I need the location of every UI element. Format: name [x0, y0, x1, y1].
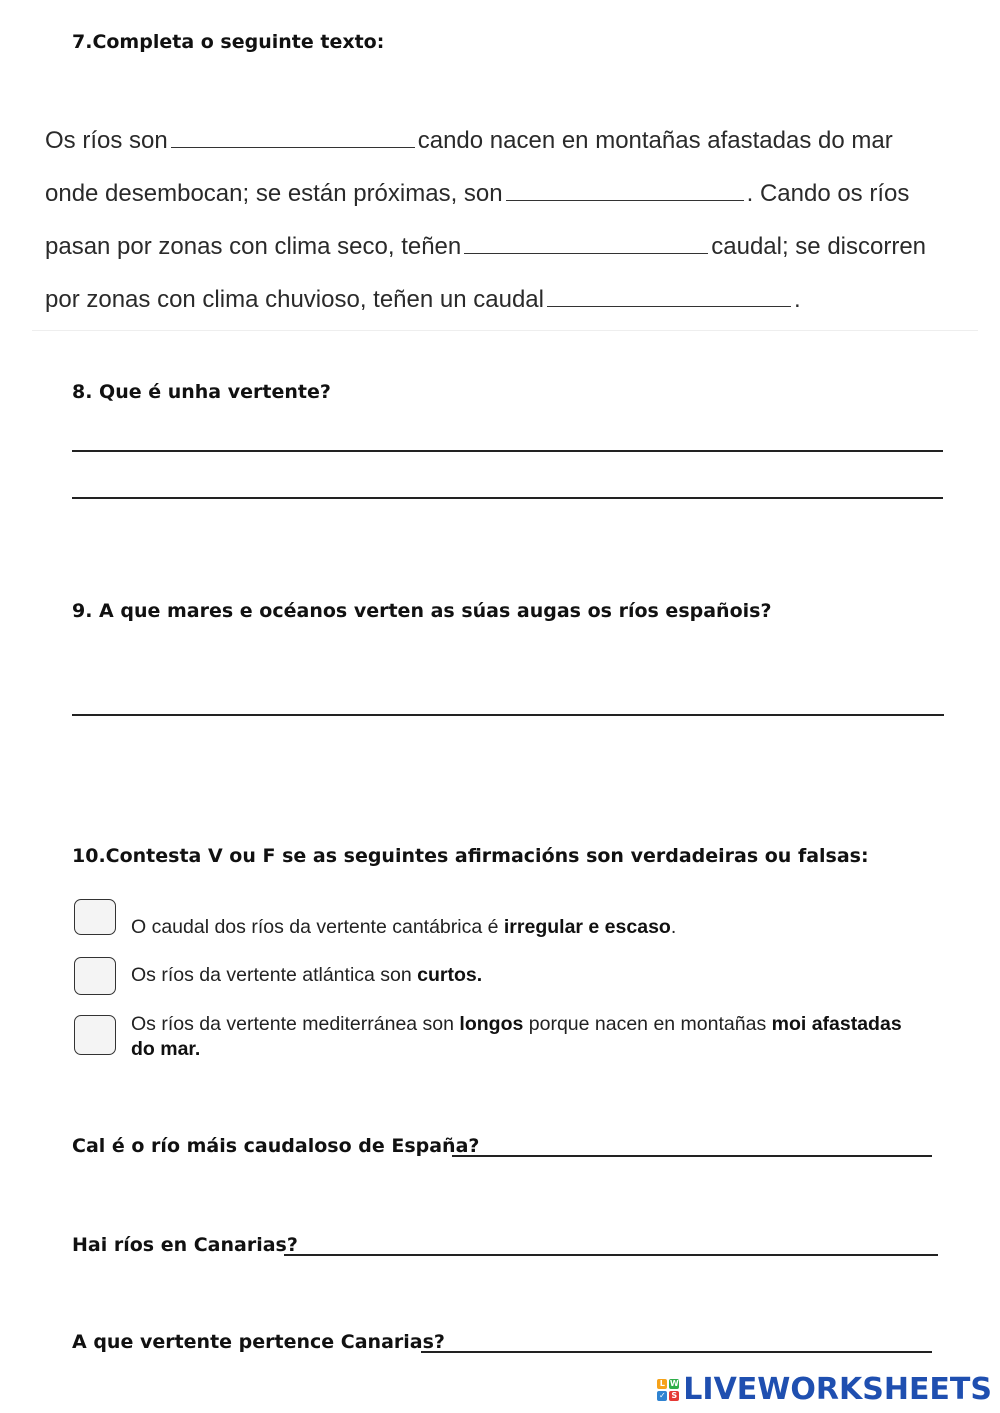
- q9-title: 9. A que mares e océanos verten as súas augas os ríos españois?: [72, 600, 772, 622]
- q7-text: onde desembocan; se están próximas, son: [45, 180, 503, 207]
- logo-tile: S: [669, 1391, 679, 1401]
- q7-blank-4[interactable]: [547, 288, 791, 307]
- statement-text: Os ríos da vertente mediterránea son: [131, 1013, 460, 1035]
- q7-blank-3[interactable]: [464, 235, 708, 254]
- q7-text: .: [793, 286, 801, 313]
- statement-text: .: [670, 916, 677, 938]
- q7-line-4: [45, 285, 801, 315]
- q10-checkbox-3[interactable]: [74, 1015, 116, 1055]
- q10-checkbox-1[interactable]: [74, 899, 116, 935]
- logo-tile: ✓: [658, 1390, 666, 1400]
- q7-text: cando nacen en montañas afastadas do mar: [417, 127, 893, 154]
- brand-text: LIVEWORKSHEETS: [683, 1372, 992, 1407]
- statement-text: Os ríos da vertente atlántica son: [131, 964, 418, 986]
- section-divider: [32, 330, 978, 331]
- q7-line-1: [45, 126, 893, 156]
- extra-q3-answer-line[interactable]: [421, 1351, 932, 1353]
- q8-title: 8. Que é unha vertente?: [72, 381, 331, 403]
- logo-grid-icon: [657, 1379, 679, 1401]
- liveworksheets-logo: [657, 1372, 992, 1407]
- q10-statement-1: [131, 915, 931, 940]
- statement-bold: .: [476, 964, 483, 986]
- extra-q3-label: A que vertente pertence Canarias?: [72, 1331, 445, 1353]
- q8-answer-line-1[interactable]: [72, 450, 943, 452]
- extra-q2-label: Hai ríos en Canarias?: [72, 1234, 298, 1256]
- q7-text: Os ríos son: [45, 127, 168, 154]
- q7-line-2: [45, 179, 909, 209]
- q10-statement-3: [131, 1012, 921, 1062]
- statement-bold: longos: [459, 1013, 524, 1035]
- q7-blank-2[interactable]: [506, 182, 744, 201]
- q7-line-3: [45, 232, 926, 262]
- q7-text: . Cando os ríos: [746, 180, 910, 207]
- q7-blank-1[interactable]: [171, 129, 415, 148]
- statement-text: porque nacen en montañas: [523, 1013, 772, 1035]
- q10-title: 10.Contesta V ou F se as seguintes afirmacións son verdadeiras ou falsas:: [72, 845, 869, 867]
- extra-q1-answer-line[interactable]: [452, 1155, 932, 1157]
- q7-title: 7.Completa o seguinte texto:: [72, 31, 385, 53]
- extra-q1-label: Cal é o río máis caudaloso de España?: [72, 1135, 480, 1157]
- statement-bold: moi afastadas do mar.: [131, 1013, 902, 1060]
- statement-text: O caudal dos ríos da vertente cantábrica é: [131, 916, 504, 938]
- logo-tile: W: [669, 1378, 679, 1388]
- logo-tile: L: [657, 1379, 667, 1389]
- q10-statement-2: [131, 963, 931, 988]
- statement-bold: curtos: [417, 964, 477, 986]
- q7-text: por zonas con clima chuvioso, teñen un caudal: [45, 286, 544, 313]
- extra-q2-answer-line[interactable]: [284, 1254, 938, 1256]
- statement-bold: irregular e escaso: [503, 916, 671, 938]
- q7-text: caudal; se discorren: [711, 233, 927, 260]
- q10-checkbox-2[interactable]: [74, 957, 116, 995]
- q9-answer-line[interactable]: [72, 714, 944, 716]
- q8-answer-line-2[interactable]: [72, 497, 943, 499]
- q7-text: pasan por zonas con clima seco, teñen: [45, 233, 462, 260]
